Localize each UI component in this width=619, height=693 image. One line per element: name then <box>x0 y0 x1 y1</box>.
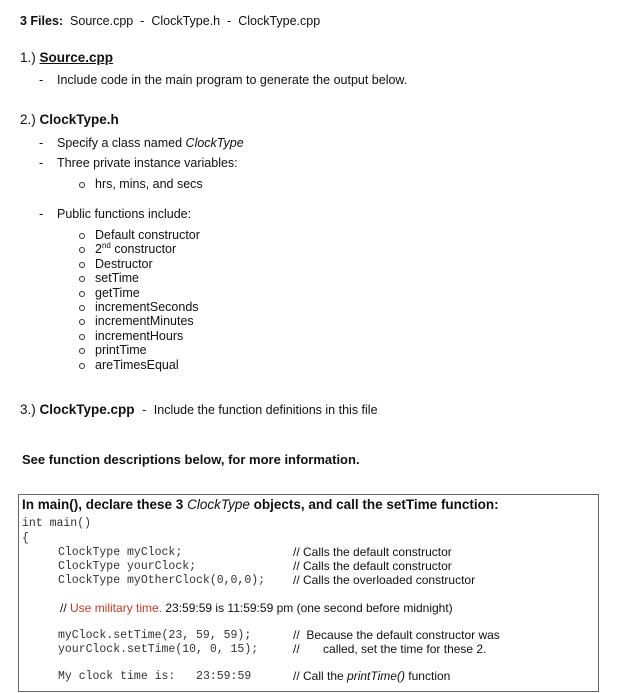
decl-myotherclock: ClockType myOtherClock(0,0,0); <box>58 574 266 587</box>
comment-fn: printTime() <box>347 669 405 683</box>
function-item <box>95 271 139 285</box>
settime-yourclock: yourClock.setTime(10, 0, 15); <box>58 643 259 656</box>
section-title: ClockType.cpp <box>39 402 135 417</box>
function-name: 2 <box>95 242 102 257</box>
bullet-circle-icon <box>79 291 85 297</box>
comment-text: Call the <box>303 669 344 683</box>
function-name: Default constructor <box>95 228 200 242</box>
function-item <box>95 314 194 328</box>
function-item <box>95 300 199 314</box>
file-clocktype-h: ClockType.h <box>151 14 221 28</box>
comment-set-1 <box>293 628 500 642</box>
function-name: getTime <box>95 285 140 300</box>
comment-1 <box>293 545 452 559</box>
note-text: See function descriptions below, for more information. <box>22 452 360 467</box>
bullet-circle-icon <box>79 305 85 311</box>
section-2-item-3: - Public functions include: <box>57 207 191 221</box>
function-name: incrementHours <box>95 328 184 343</box>
section-number: 3.) <box>20 402 36 417</box>
comment-set-2 <box>293 642 486 656</box>
bullet-circle-icon <box>79 262 85 268</box>
function-item <box>95 257 153 271</box>
function-item <box>95 329 183 343</box>
function-item <box>95 358 179 372</box>
private-vars: hrs, mins, and secs <box>95 177 203 191</box>
function-name: areTimesEqual <box>95 357 179 372</box>
function-item <box>95 343 147 357</box>
military-red-text: Use military time. <box>70 601 163 615</box>
function-item <box>95 242 176 256</box>
files-header <box>20 14 320 28</box>
output-line <box>58 670 251 683</box>
comment-text: Calls the default constructor <box>303 559 452 573</box>
comment-slash: // <box>293 642 300 656</box>
section-3-heading <box>20 402 378 417</box>
code-box <box>18 494 599 692</box>
heading-class: ClockType <box>187 497 250 512</box>
function-name: setTime <box>95 271 139 286</box>
section-number: 1.) <box>20 50 36 65</box>
military-note <box>60 601 453 615</box>
section-2-item-1 <box>57 136 244 150</box>
function-name-rest: constructor <box>110 242 177 257</box>
bullet-circle-icon <box>79 182 85 188</box>
file-source: Source.cpp <box>70 14 134 28</box>
bullet-circle-icon <box>79 334 85 340</box>
bullet-circle-icon <box>79 348 85 354</box>
function-name: Destructor <box>95 256 153 271</box>
comment-text: Calls the overloaded constructor <box>303 573 476 587</box>
output-label: My clock time is: <box>58 670 176 683</box>
bullet-circle-icon <box>79 233 85 239</box>
bullet-circle-icon <box>79 319 85 325</box>
box-heading <box>22 497 499 512</box>
comment-slash: // <box>293 545 300 559</box>
comment-text: Calls the default constructor <box>303 545 452 559</box>
comment-2 <box>293 559 452 573</box>
main-signature: int main() <box>22 517 92 530</box>
function-name: incrementSeconds <box>95 300 199 314</box>
output-value: 23:59:59 <box>196 670 252 683</box>
bullet-circle-icon <box>79 247 85 253</box>
open-brace: { <box>22 532 29 545</box>
heading-text: In main(), declare these 3 <box>22 497 184 512</box>
settime-myclock: myClock.setTime(23, 59, 59); <box>58 629 252 642</box>
section-desc: Include the function definitions in this file <box>153 403 378 417</box>
decl-yourclock: ClockType yourClock; <box>58 560 197 573</box>
separator: - <box>142 403 147 417</box>
section-title: ClockType.h <box>39 112 119 127</box>
separator: - <box>140 14 145 28</box>
comment-output <box>293 669 450 683</box>
comment-slash: // <box>293 669 300 683</box>
ordinal-suffix: nd <box>101 241 111 251</box>
bullet-circle-icon <box>79 363 85 369</box>
function-name: printTime <box>95 343 147 358</box>
comment-slash: // <box>293 573 300 587</box>
section-2-item-2: - Three private instance variables: <box>57 156 238 170</box>
comment-slash: // <box>293 559 300 573</box>
comment-3 <box>293 573 475 587</box>
comment-text: function <box>408 669 451 683</box>
comment-text: called, set the time for these 2. <box>323 642 487 656</box>
section-1-heading <box>20 50 113 65</box>
section-2-heading <box>20 112 119 127</box>
function-name: incrementMinutes <box>95 314 194 329</box>
decl-myclock: ClockType myClock; <box>58 546 183 559</box>
class-name: ClockType <box>185 136 244 150</box>
heading-text: objects, and call the setTime function: <box>253 497 499 512</box>
function-item <box>95 286 140 300</box>
separator: - <box>227 14 232 28</box>
item-text: Specify a class named <box>57 136 183 150</box>
military-text: 23:59:59 is 11:59:59 pm (one second before midnight) <box>165 601 453 615</box>
comment-slash: // <box>60 601 67 615</box>
section-1-item: - Include code in the main program to generate the output below. <box>57 73 407 87</box>
section-number: 2.) <box>20 112 36 127</box>
file-clocktype-cpp: ClockType.cpp <box>238 14 321 28</box>
bullet-circle-icon <box>79 276 85 282</box>
files-label: 3 Files: <box>20 14 64 28</box>
function-item <box>95 228 200 242</box>
section-title: Source.cpp <box>39 50 114 65</box>
comment-slash: // <box>293 628 300 642</box>
comment-text: Because the default constructor was <box>306 628 500 642</box>
